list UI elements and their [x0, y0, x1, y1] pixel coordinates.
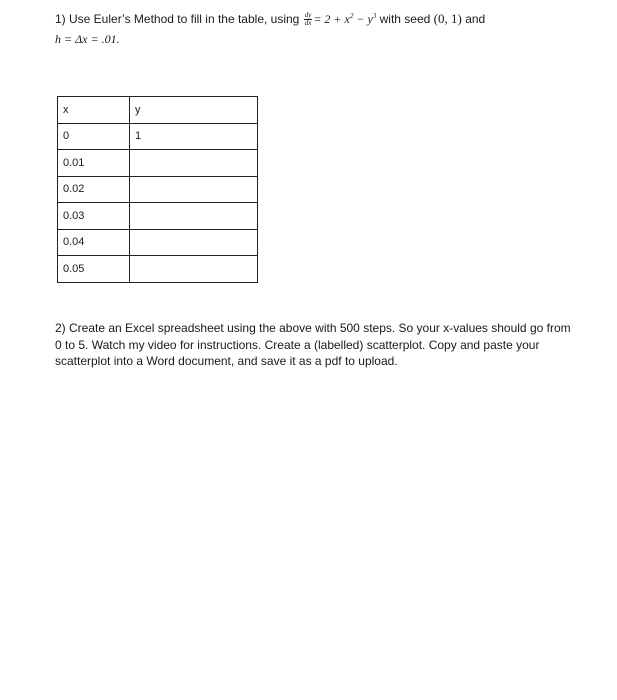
table-row — [58, 176, 258, 203]
derivative-numerator: dy — [304, 11, 312, 20]
cell-x: 0.05 — [58, 256, 130, 283]
table-row — [58, 256, 258, 283]
and-label: and — [465, 12, 486, 26]
cell-y[interactable] — [130, 256, 258, 283]
table-row — [58, 203, 258, 230]
table-row — [58, 150, 258, 177]
cell-x: 0.02 — [58, 176, 130, 203]
question-1-prefix: 1) Use Euler’s Method to fill in the table, using — [55, 12, 300, 26]
derivative-denominator: dx — [304, 19, 312, 28]
step-size: h = Δx = .01. — [55, 32, 120, 46]
cell-x: 0 — [58, 123, 130, 150]
euler-table — [57, 96, 258, 283]
question-1-line-1 — [55, 10, 595, 28]
cell-y[interactable]: 1 — [130, 123, 258, 150]
question-1 — [55, 10, 595, 48]
question-2: 2) Create an Excel spreadsheet using the above with 500 steps. So your x-values should go from 0 to 5. Watch my video for instructions. Create a (labelled) scatterplot. Copy and paste your scatterplot into a Word document, and save it as a pdf to upload. — [55, 321, 571, 368]
header-y: y — [130, 97, 258, 124]
seed-value: (0, 1) — [433, 11, 462, 26]
with-seed-label: with seed — [379, 12, 431, 26]
cell-x: 0.04 — [58, 229, 130, 256]
table-row — [58, 123, 258, 150]
cell-x: 0.03 — [58, 203, 130, 230]
differential-equation — [313, 12, 376, 26]
equation-rhs: = 2 + x — [313, 12, 350, 26]
table-row — [58, 229, 258, 256]
cell-y[interactable] — [130, 229, 258, 256]
cell-y[interactable] — [130, 176, 258, 203]
cell-y[interactable] — [130, 203, 258, 230]
equation-minus-y: − y — [353, 12, 373, 26]
exponent-2: 2 — [349, 12, 354, 20]
exponent-3: 3 — [372, 12, 377, 20]
cell-x: 0.01 — [58, 150, 130, 177]
table-header-row — [58, 97, 258, 124]
derivative-fraction — [304, 12, 313, 27]
cell-y[interactable] — [130, 150, 258, 177]
header-x: x — [58, 97, 130, 124]
